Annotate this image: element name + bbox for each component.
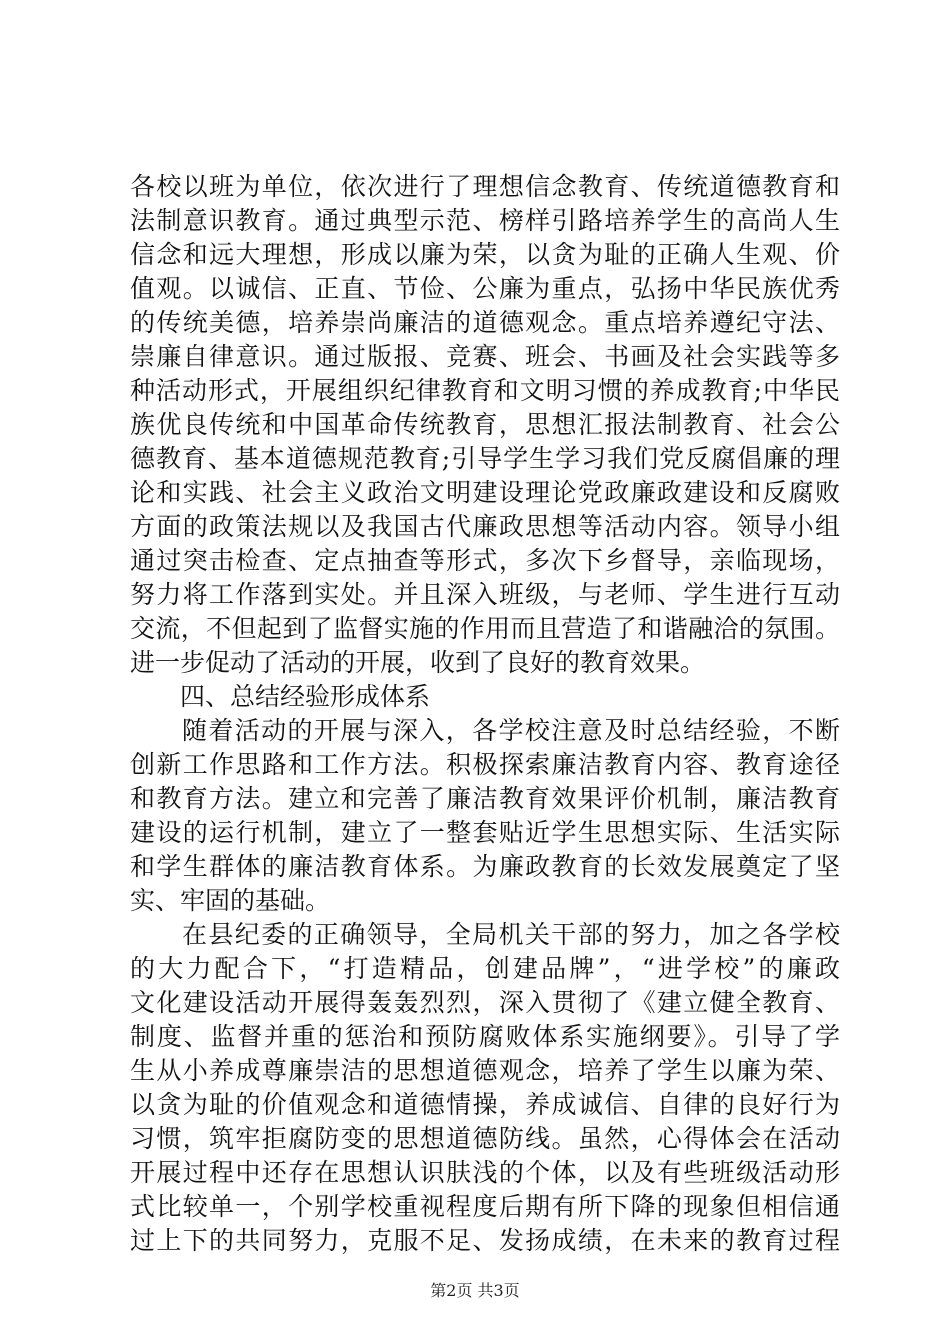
text-line: 制度、监督并重的惩治和预防腐败体系实施纲要》。引导了学 <box>130 1022 840 1051</box>
paragraph-1 <box>130 170 840 680</box>
text-line: 式比较单一，个别学校重视程度后期有所下降的现象但相信通 <box>130 1192 840 1221</box>
text-line: 和教育方法。建立和完善了廉洁教育效果评价机制，廉洁教育 <box>130 784 840 813</box>
text-line: 方面的政策法规以及我国古代廉政思想等活动内容。领导小组 <box>130 512 840 541</box>
text-line: 和学生群体的廉洁教育体系。为廉政教育的长效发展奠定了坚 <box>130 852 840 881</box>
text-line: 实、牢固的基础。 <box>130 886 331 915</box>
body-text <box>130 170 840 1258</box>
text-line: 以贪为耻的价值观念和道德情操，养成诚信、自律的良好行为 <box>130 1090 840 1119</box>
text-line: 在县纪委的正确领导，全局机关干部的努力，加之各学校 <box>182 920 840 949</box>
text-line: 论和实践、社会主义政治文明建设理论党政廉政建设和反腐败 <box>130 478 840 507</box>
text-line: 种活动形式，开展组织纪律教育和文明习惯的养成教育;中华民 <box>130 376 840 405</box>
text-line: 族优良传统和中国革命传统教育，思想汇报法制教育、社会公 <box>130 410 840 439</box>
text-line: 信念和远大理想，形成以廉为荣，以贪为耻的正确人生观、价 <box>130 240 840 269</box>
text-line: 生从小养成尊廉崇洁的思想道德观念，培养了学生以廉为荣、 <box>130 1056 840 1085</box>
text-line: 的大力配合下，“打造精品，创建品牌”，“进学校”的廉政 <box>130 954 840 983</box>
section-heading-text: 四、总结经验形成体系 <box>180 682 431 711</box>
text-line: 值观。以诚信、正直、节俭、公廉为重点，弘扬中华民族优秀 <box>130 274 840 303</box>
text-line: 各校以班为单位，依次进行了理想信念教育、传统道德教育和 <box>130 172 840 201</box>
text-line: 法制意识教育。通过典型示范、榜样引路培养学生的高尚人生 <box>130 206 840 235</box>
text-line: 创新工作思路和工作方法。积极探索廉洁教育内容、教育途径 <box>130 750 840 779</box>
paragraph-3 <box>130 714 840 918</box>
text-line: 通过突击检查、定点抽查等形式，多次下乡督导，亲临现场， <box>130 546 840 575</box>
text-line: 德教育、基本道德规范教育;引导学生学习我们党反腐倡廉的理 <box>130 444 840 473</box>
text-line: 崇廉自律意识。通过版报、竞赛、班会、书画及社会实践等多 <box>130 342 840 371</box>
text-line: 的传统美德，培养崇尚廉洁的道德观念。重点培养遵纪守法、 <box>130 308 840 337</box>
paragraph-4 <box>130 918 840 1258</box>
text-line: 文化建设活动开展得轰轰烈烈，深入贯彻了《建立健全教育、 <box>130 988 840 1017</box>
section-heading <box>130 680 840 714</box>
text-line: 习惯，筑牢拒腐防变的思想道德防线。虽然，心得体会在活动 <box>130 1124 840 1153</box>
text-line: 开展过程中还存在思想认识肤浅的个体，以及有些班级活动形 <box>130 1158 840 1187</box>
page-footer <box>0 1278 950 1301</box>
text-line: 努力将工作落到实处。并且深入班级，与老师、学生进行互动 <box>130 580 840 609</box>
text-line: 交流，不但起到了监督实施的作用而且营造了和谐融洽的氛围。 <box>130 614 840 643</box>
text-line: 随着活动的开展与深入，各学校注意及时总结经验，不断 <box>182 716 840 745</box>
page-number-label: 第2页 共3页 <box>430 1281 520 1300</box>
text-line: 过上下的共同努力，克服不足、发扬成绩，在未来的教育过程 <box>130 1226 840 1255</box>
text-line: 建设的运行机制，建立了一整套贴近学生思想实际、生活实际 <box>130 818 840 847</box>
text-line: 进一步促动了活动的开展，收到了良好的教育效果。 <box>130 648 706 677</box>
